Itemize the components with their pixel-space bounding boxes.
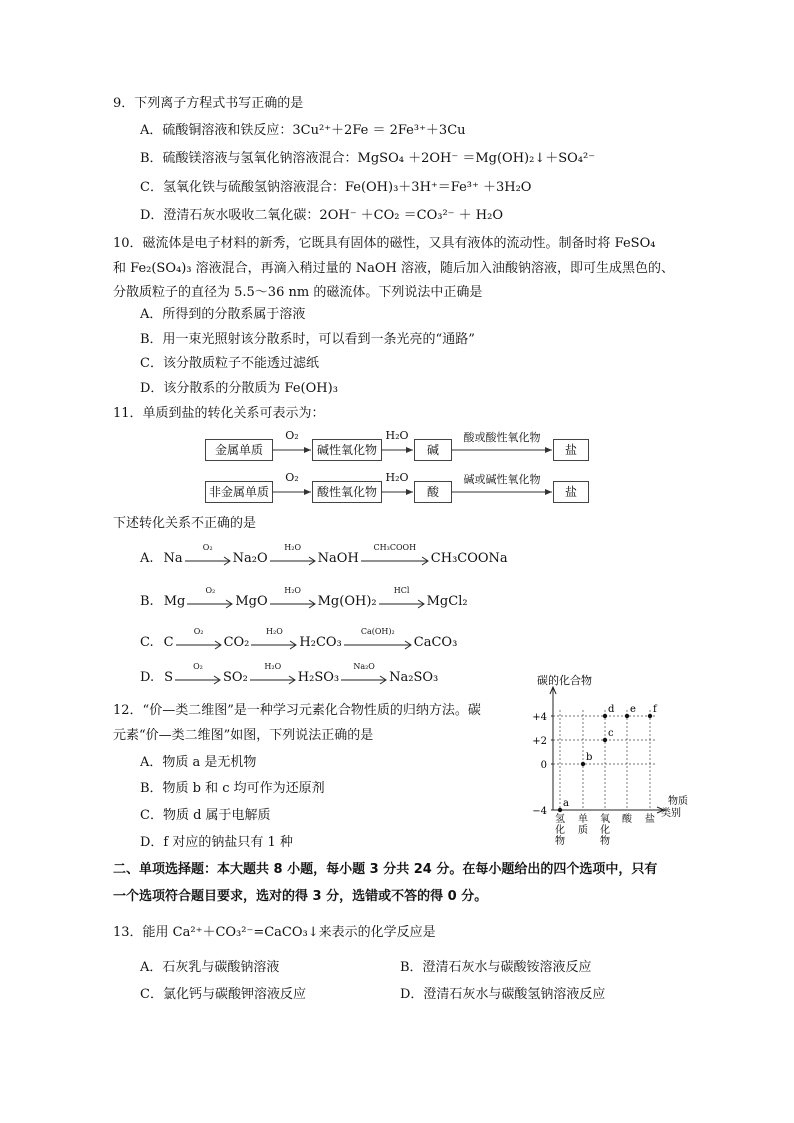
q10-stem-line2: 和 Fe₂(SO₄)₃ 溶液混合，再滴入稍过量的 NaOH 溶液，随后加入油酸钠溶液，即可生成黑色的、: [113, 261, 674, 276]
data-label-f: f: [653, 704, 657, 715]
reaction-reagent: CH₃COOH: [373, 542, 417, 552]
flow-reagent-o2: O₂: [285, 429, 299, 442]
flow-reagent-h2o: H₂O: [385, 471, 409, 484]
x-tick-label: 酸: [622, 814, 632, 825]
flow-box-nonmetal: 非金属单质: [205, 481, 273, 503]
q10-option-c: C．该分散质粒子不能透过滤纸: [140, 356, 319, 371]
reaction-reagent: HCl: [393, 585, 410, 595]
q10-option-b: B．用一束光照射该分散系时，可以看到一条光亮的“通路”: [140, 332, 475, 347]
data-point-f: [648, 714, 652, 718]
chain-species: C: [163, 635, 174, 650]
chain-species: Na₂SO₃: [389, 670, 439, 685]
q13-stem: 13．能用 Ca²⁺＋CO₃²⁻=CaCO₃↓来表示的化学反应是: [113, 925, 436, 940]
q12-option-a: A．物质 a 是无机物: [140, 755, 257, 770]
q12-stem-line1: 12．“价—类二维图”是一种学习元素化合物性质的归纳方法。碳: [113, 703, 481, 718]
data-label-c: c: [608, 728, 614, 739]
chain-species: H₂CO₃: [299, 635, 342, 650]
x-axis-label: 物质类别: [661, 796, 688, 819]
flow-box-basic-oxide: 碱性氧化物: [312, 439, 382, 461]
q9-option-b: B．硫酸镁溶液与氢氧化钠溶液混合：MgSO₄ ＋2OH⁻ ＝Mg(OH)₂↓＋SO₄²⁻: [140, 151, 596, 166]
x-tick-label: 氧化物: [600, 814, 610, 847]
q11-option-c: [140, 626, 458, 653]
option-label: B.: [140, 594, 154, 609]
reaction-reagent: H₂O: [284, 542, 302, 552]
q9-option-c: C．氢氧化铁与硫酸氢钠溶液混合：Fe(OH)₃＋3H⁺＝Fe³⁺ ＋3H₂O: [140, 180, 532, 195]
flow-reagent-base: 碱或碱性氧化物: [463, 473, 541, 486]
reaction-arrow: [175, 661, 221, 685]
q9-option-a: A．硫酸铜溶液和铁反应：3Cu²⁺＋2Fe ＝ 2Fe³⁺＋3Cu: [140, 123, 466, 138]
q13-option-c: C．氯化钙与碳酸钾溶液反应: [140, 987, 306, 1002]
section-2-line2: 一个选项符合题目要求，选对的得 3 分，选错或不答的得 0 分。: [113, 889, 488, 904]
reaction-arrow: [187, 585, 233, 609]
valence-class-chart: [505, 670, 705, 855]
reaction-arrow: [344, 626, 412, 650]
y-tick-label: −4: [532, 806, 547, 817]
chain-species: MgCl₂: [426, 594, 468, 609]
reaction-arrow: [185, 542, 231, 566]
chain-species: CO₂: [223, 635, 250, 650]
option-label: D.: [140, 670, 155, 685]
chain-species: Mg(OH)₂: [317, 594, 377, 609]
reaction-arrow: [361, 542, 429, 566]
q10-option-d: D．该分散系的分散质为 Fe(OH)₃: [140, 381, 338, 396]
reaction-reagent: O₂: [193, 626, 204, 636]
data-point-c: [603, 738, 607, 742]
reaction-reagent: O₂: [202, 542, 213, 552]
data-point-d: [603, 714, 607, 718]
data-label-a: a: [563, 798, 569, 809]
reaction-arrow: [176, 626, 222, 650]
q12-option-b: B．物质 b 和 c 均可作为还原剂: [140, 781, 325, 796]
q10-option-a: A．所得到的分散系属于溶液: [140, 307, 306, 322]
reaction-reagent: H₂O: [266, 626, 283, 636]
reaction-reagent: O₂: [193, 661, 203, 671]
chain-species: Mg: [163, 594, 186, 609]
q12-stem-line2: 元素“价—类二维图”如图，下列说法正确的是: [113, 728, 374, 743]
flow-box-salt: 盐: [553, 481, 589, 503]
reaction-arrow: [379, 585, 425, 609]
q11-ask: 下述转化关系不正确的是: [113, 516, 257, 531]
reaction-arrow: [341, 661, 387, 685]
q11-option-b: [140, 585, 468, 612]
reaction-reagent: Na₂O: [353, 661, 375, 671]
reaction-arrow: [270, 542, 316, 566]
data-point-a: [558, 808, 562, 812]
chain-species: NaOH: [317, 551, 359, 566]
q13-option-a: A．石灰乳与碳酸钠溶液: [140, 960, 280, 975]
q12-option-d: D．f 对应的钠盐只有 1 种: [140, 835, 293, 850]
reaction-reagent: Ca(OH)₂: [360, 626, 395, 636]
reaction-arrow: [251, 626, 297, 650]
q10-stem-line1: 10．磁流体是电子材料的新秀，它既具有固体的磁性，又具有液体的流动性。制备时将 FeSO₄: [113, 236, 656, 251]
q9-stem: 9．下列离子方程式书写正确的是: [113, 96, 304, 111]
reaction-arrow: [250, 661, 296, 685]
y-tick-label: 0: [540, 760, 547, 771]
q11-option-a: [140, 542, 508, 569]
flow-reagent-o2: O₂: [285, 471, 299, 484]
data-label-b: b: [586, 752, 593, 763]
data-point-e: [625, 714, 629, 718]
x-tick-label: 单质: [578, 814, 588, 836]
q13-option-b: B．澄清石灰水与碳酸铵溶液反应: [400, 960, 592, 975]
chain-species: CH₃COONa: [430, 551, 508, 566]
section-2-line1: 二、单项选择题：本大题共 8 小题，每小题 3 分共 24 分。在每小题给出的四个选项中，只有: [113, 862, 658, 877]
reaction-reagent: H₂O: [264, 661, 282, 671]
q10-stem-line3: 分散质粒子的直径为 5.5～36 nm 的磁流体。下列说法中正确是: [113, 285, 483, 300]
q11-option-d: [140, 661, 439, 688]
x-tick-label: 盐: [645, 814, 655, 825]
chain-species: Na: [163, 551, 183, 566]
option-label: A.: [140, 551, 154, 566]
chain-species: H₂SO₃: [297, 670, 340, 685]
y-tick-label: +4: [532, 712, 547, 723]
chain-species: CaCO₃: [413, 635, 458, 650]
reaction-reagent: O₂: [205, 585, 216, 595]
chart-title: 碳的化合物: [537, 674, 592, 687]
flow-box-acidic-oxide: 酸性氧化物: [312, 481, 382, 503]
x-tick-label: 氢化物: [555, 814, 565, 847]
flow-reagent-h2o: H₂O: [385, 429, 409, 442]
y-tick-label: +2: [532, 736, 547, 747]
reaction-reagent: H₂O: [284, 585, 301, 595]
option-label: C.: [140, 635, 154, 650]
chain-species: Na₂O: [232, 551, 268, 566]
q12-option-c: C．物质 d 属于电解质: [140, 808, 271, 823]
q9-option-d: D．澄清石灰水吸收二氧化碳：2OH⁻ ＋CO₂ ＝CO₃²⁻ ＋ H₂O: [140, 208, 503, 223]
flow-reagent-acid: 酸或酸性氧化物: [463, 431, 541, 444]
data-point-b: [581, 762, 585, 766]
q13-option-d: D．澄清石灰水与碳酸氢钠溶液反应: [400, 987, 606, 1002]
flow-box-salt: 盐: [553, 439, 589, 461]
reaction-arrow: [270, 585, 316, 609]
data-label-e: e: [630, 704, 636, 715]
data-label-d: d: [608, 704, 615, 715]
chain-species: SO₂: [223, 670, 248, 685]
flow-box-base: 碱: [414, 439, 452, 461]
chain-species: S: [164, 670, 173, 685]
q11-stem: 11．单质到盐的转化关系可表示为：: [113, 406, 325, 421]
flow-box-metal: 金属单质: [205, 439, 273, 461]
chain-species: MgO: [235, 594, 268, 609]
flow-box-acid: 酸: [414, 481, 452, 503]
